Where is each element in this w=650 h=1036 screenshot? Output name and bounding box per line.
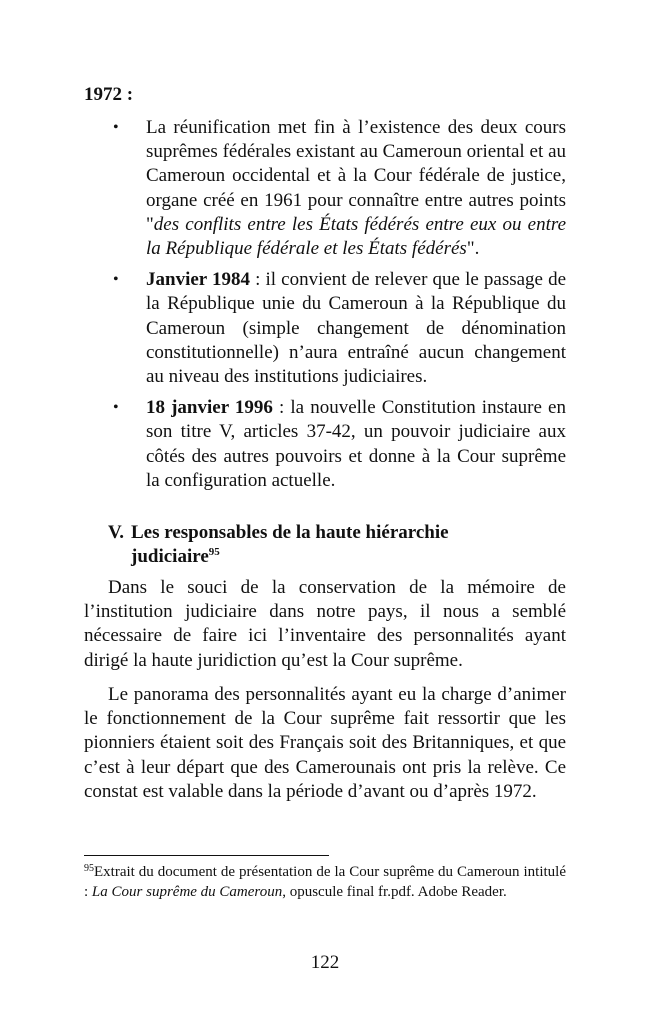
section-heading bbox=[108, 521, 558, 569]
bullet-quote: des conflits entre les États fédérés entre eux ou entre la République fédérale et les États fédérés bbox=[146, 213, 566, 260]
footnote bbox=[84, 862, 566, 902]
footnote-divider bbox=[84, 855, 329, 856]
footnote-title: La Cour suprême du Cameroun bbox=[91, 884, 283, 900]
page-number: 122 bbox=[310, 952, 340, 973]
bullet-text: La réunification met fin à l’existence des deux cours suprêmes fédérales existant au Cameroun oriental et au Cameroun occidental et à la Cour fédérale de justice, organe créé en 1961 pour connaître entre autres points " bbox=[146, 117, 566, 235]
timeline-list bbox=[84, 116, 566, 500]
bullet-date: Janvier 1984 bbox=[146, 269, 250, 291]
footnote-text-end: , opuscule final fr.pdf. Adobe Reader. bbox=[282, 884, 507, 900]
bullet-icon: • bbox=[113, 399, 119, 417]
year-heading: 1972 : bbox=[84, 84, 134, 105]
bullet-text: : il convient de relever que le passage de la République unie du Cameroun à la République du Cameroun (simple changement de dénomination constitutionnelle) n’aura entraîné aucun changement au niveau des institutions judiciaires. bbox=[146, 269, 567, 388]
paragraph: Le panorama des personnalités ayant eu la charge d’animer le fonctionnement de la Cour suprême fait ressortir que les pionniers étaient soit des Français soit des Britanniques, et que c’est à leur départ que des Camerounais ont pris la relève. Ce constat est valable dans la période d’avant ou d’après 1972. bbox=[84, 684, 566, 802]
bullet-icon: • bbox=[113, 271, 119, 289]
list-item bbox=[84, 116, 566, 261]
list-item bbox=[84, 396, 566, 493]
section-number: V. bbox=[108, 522, 125, 543]
footnote-ref[interactable]: 95 bbox=[208, 546, 220, 558]
bullet-text-end: ". bbox=[466, 238, 480, 260]
paragraph: Dans le souci de la conservation de la mémoire de l’institution judiciaire dans notre pays, il nous a semblé nécessaire de faire ici l’inventaire des personnalités ayant dirigé la haute juridiction qu’est la Cour suprême. bbox=[84, 577, 566, 671]
footnote-text: Extrait du document de présentation de la Cour suprême du Cameroun intitulé : bbox=[84, 864, 566, 900]
section-title-line2: judiciaire bbox=[131, 546, 209, 567]
section-title-line1: Les responsables de la haute hiérarchie bbox=[131, 522, 449, 543]
list-item bbox=[84, 268, 566, 389]
bullet-text: : la nouvelle Constitution instaure en son titre V, articles 37-42, un pouvoir judiciaire aux côtés des autres pouvoirs et donne à la Cour suprême la configuration actuelle. bbox=[146, 397, 566, 491]
footnote-number: 95 bbox=[84, 863, 94, 874]
bullet-date: 18 janvier 1996 bbox=[146, 397, 273, 419]
bullet-icon: • bbox=[113, 119, 119, 136]
